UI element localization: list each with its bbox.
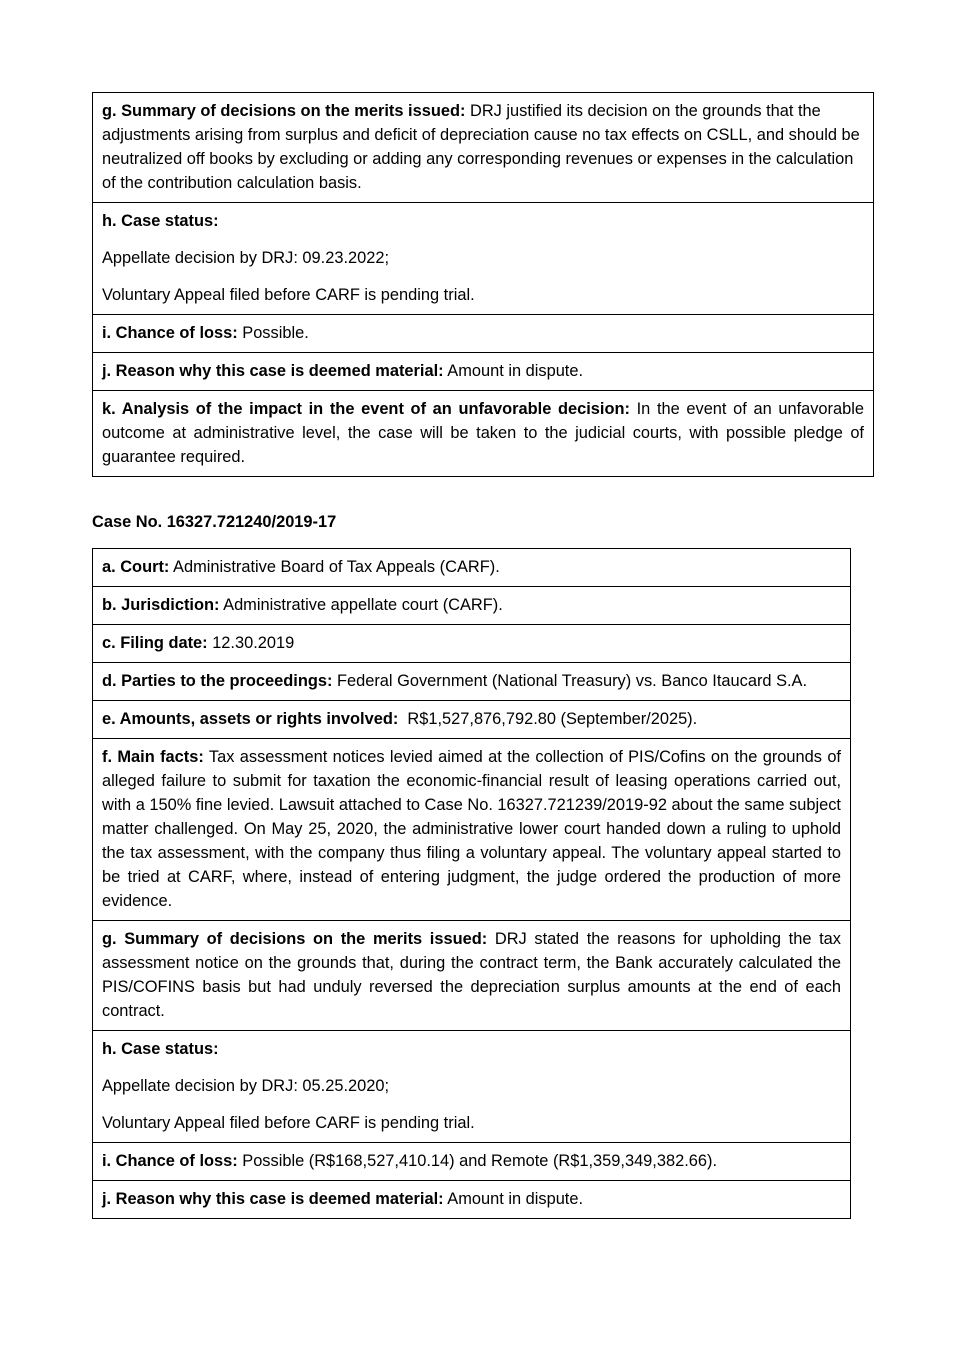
table-row <box>93 93 874 203</box>
table-row <box>93 739 851 921</box>
main-facts-cell <box>93 739 851 921</box>
field-label: i. Chance of loss: <box>102 324 238 342</box>
field-value: Possible. <box>237 324 309 342</box>
field-label: g. Summary of decisions on the merits issued: <box>102 930 488 948</box>
field-label: f. Main facts: <box>102 748 204 766</box>
chance-of-loss-cell <box>93 1143 851 1181</box>
field-label: i. Chance of loss: <box>102 1152 238 1170</box>
case-details-table-1 <box>92 92 874 477</box>
field-value: Voluntary Appeal filed before CARF is pending trial. <box>102 1114 475 1132</box>
table-row <box>93 921 851 1031</box>
field-label: h. Case status: <box>102 212 219 230</box>
table-row <box>93 391 874 477</box>
reason-material-cell <box>93 1181 851 1219</box>
field-value: Administrative appellate court (CARF). <box>219 596 503 614</box>
table-row <box>93 1181 851 1219</box>
field-label: d. Parties to the proceedings: <box>102 672 333 690</box>
case-details-table-2 <box>92 548 851 1219</box>
table-row <box>93 701 851 739</box>
field-value: DRJ justified its decision on the grounds that the adjustments arising from surplus and deficit of depreciation cause no tax effects on CSLL, and should be neutralized off books by excluding or adding any corresponding revenues or expenses in the calculation of the contribution calculation basis. <box>102 102 860 192</box>
table-row <box>93 587 851 625</box>
table-row <box>93 663 851 701</box>
field-value: Amount in dispute. <box>443 1190 584 1208</box>
chance-of-loss-cell <box>93 315 874 353</box>
case-number-heading: Case No. 16327.721240/2019-17 <box>92 513 337 531</box>
table-row <box>93 315 874 353</box>
field-value: R$1,527,876,792.80 (September/2025). <box>398 710 698 728</box>
field-label: h. Case status: <box>102 1040 219 1058</box>
field-label: a. Court: <box>102 558 170 576</box>
summary-of-decisions-cell <box>93 93 874 203</box>
field-value: Amount in dispute. <box>443 362 584 380</box>
amounts-involved-cell <box>93 701 851 739</box>
field-value: Possible (R$168,527,410.14) and Remote (R$1,359,349,382.66). <box>237 1152 717 1170</box>
field-label: c. Filing date: <box>102 634 208 652</box>
table-row <box>93 549 851 587</box>
field-value: In the event of an unfavorable outcome at administrative level, the case will be taken to the judicial courts, with possible pledge of guarantee required. <box>102 400 864 466</box>
field-value: Voluntary Appeal filed before CARF is pending trial. <box>102 286 475 304</box>
field-label: e. Amounts, assets or rights involved: <box>102 710 399 728</box>
court-cell <box>93 549 851 587</box>
jurisdiction-cell <box>93 587 851 625</box>
parties-cell <box>93 663 851 701</box>
case-status-cell <box>93 203 874 315</box>
field-value: Appellate decision by DRJ: 09.23.2022; <box>102 249 390 267</box>
summary-of-decisions-cell <box>93 921 851 1031</box>
table-row <box>93 1031 851 1143</box>
reason-material-cell <box>93 353 874 391</box>
table-row <box>93 1143 851 1181</box>
field-label: b. Jurisdiction: <box>102 596 220 614</box>
case-status-cell <box>93 1031 851 1143</box>
field-label: k. Analysis of the impact in the event of an unfavorable decision: <box>102 400 630 418</box>
table-row <box>93 203 874 315</box>
filing-date-cell <box>93 625 851 663</box>
field-label: j. Reason why this case is deemed material: <box>102 1190 444 1208</box>
field-value: Administrative Board of Tax Appeals (CARF). <box>169 558 500 576</box>
field-value: Federal Government (National Treasury) vs. Banco Itaucard S.A. <box>332 672 808 690</box>
table-row <box>93 625 851 663</box>
field-label: g. Summary of decisions on the merits issued: <box>102 102 466 120</box>
field-label: j. Reason why this case is deemed material: <box>102 362 444 380</box>
field-value: Tax assessment notices levied aimed at the collection of PIS/Cofins on the grounds of alleged failure to submit for taxation the economic-financial result of leasing operations carried out, with a 150% fine levied. Lawsuit attached to Case No. 16327.721239/2019-92 about the same subject matter challenged. On May 25, 2020, the administrative lower court handed down a ruling to uphold the tax assessment, with the company thus filing a voluntary appeal. The voluntary appeal started to be tried at CARF, where, instead of entering judgment, the judge ordered the production of more evidence. <box>102 748 841 910</box>
impact-analysis-cell <box>93 391 874 477</box>
field-value: DRJ stated the reasons for upholding the tax assessment notice on the grounds that, during the contract term, the Bank accurately calculated the PIS/COFINS basis but had unduly reversed the depreciation surplus amounts at the end of each contract. <box>102 930 841 1020</box>
field-value: Appellate decision by DRJ: 05.25.2020; <box>102 1077 390 1095</box>
table-row <box>93 353 874 391</box>
field-value: 12.30.2019 <box>207 634 295 652</box>
